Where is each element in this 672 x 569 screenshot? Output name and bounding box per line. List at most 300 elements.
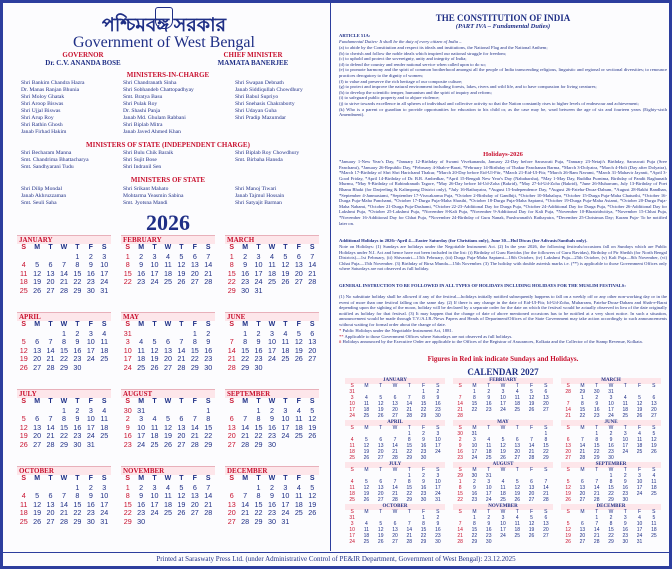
day-cell: 25	[514, 406, 521, 413]
mos-ind-column-2	[123, 150, 173, 171]
day-cell: 30	[123, 405, 132, 415]
day-cell: 23	[267, 508, 276, 518]
month-name: OCTOBER	[17, 466, 111, 475]
day-cell: 6	[48, 260, 53, 270]
day-cell: 13	[163, 345, 172, 355]
day-cell: 5	[21, 337, 26, 347]
day-cell: 17	[150, 268, 159, 278]
month-name: SEPTEMBER	[561, 462, 661, 468]
day-cell: 27	[308, 354, 317, 364]
weekday-label: S	[205, 475, 211, 482]
day-cell: 4	[501, 478, 505, 485]
day-cell: 21	[392, 490, 398, 497]
weekday-label: S	[205, 398, 211, 405]
day-cell: 28	[593, 538, 600, 545]
day-cell: 16	[267, 422, 276, 432]
day-cell: 11	[622, 400, 628, 407]
day-cell: 20	[528, 490, 535, 497]
day-cell: 9	[256, 337, 261, 347]
weekday-label: S	[436, 509, 440, 515]
day-cell: 28	[241, 516, 250, 526]
day-cell: 14	[204, 260, 213, 270]
day-cell: 6	[35, 414, 40, 424]
day-cell: 23	[137, 277, 146, 287]
weekday-label: M	[138, 475, 145, 482]
official-name: Shri Pulak Roy	[123, 101, 158, 107]
weekday-label: S	[101, 398, 107, 405]
day-cell: 27	[46, 285, 55, 295]
day-cell: 12	[528, 394, 535, 401]
weekday-label: T	[595, 383, 599, 389]
day-cell: 20	[543, 526, 549, 533]
day-cell	[632, 456, 646, 462]
legend-text: Applicable to those Government Offices where Saturdays are not observed as full holidays.	[344, 333, 513, 339]
day-cell: 18	[267, 268, 276, 278]
day-cell: 4	[487, 436, 491, 443]
day-cell: 14	[457, 400, 463, 407]
day-cell: 6	[544, 388, 548, 395]
day-cell: 12	[294, 337, 303, 347]
calendar-2027-title: CALENDAR 2027	[467, 367, 539, 377]
weekday-label: W	[500, 425, 506, 431]
day-cell: 5	[652, 514, 656, 521]
weekday-label: S	[544, 509, 548, 515]
day-cell: 2	[436, 388, 440, 395]
day-cell: 8	[61, 337, 66, 347]
official-name: Shri Snehasis Chakraborty	[235, 101, 295, 107]
day-cell: 23	[593, 412, 600, 419]
weekday-label: W	[60, 398, 68, 405]
weekday-label: T	[487, 467, 491, 473]
duty-item: (d) to defend the country and render national service when called upon to do so;	[339, 61, 486, 67]
day-cell: 28	[565, 388, 571, 395]
day-cell: 30	[267, 516, 276, 526]
day-cell: 22	[73, 277, 82, 287]
weekday-label: M	[138, 244, 145, 251]
day-cell: 9	[436, 520, 440, 527]
day-cell: 24	[636, 490, 643, 497]
weekday-label: F	[88, 244, 93, 251]
day-cell: 31	[254, 285, 263, 295]
day-cell: 19	[308, 499, 317, 509]
legend-mark: #	[339, 339, 343, 345]
day-cell: 26	[377, 538, 384, 545]
day-cell	[161, 518, 174, 527]
weekday-label: M	[580, 425, 585, 431]
day-cell: 29	[227, 285, 236, 295]
day-cell: 19	[19, 431, 28, 441]
day-cell: 5	[515, 478, 519, 485]
weekday-label: S	[458, 509, 462, 515]
day-cell: 2	[595, 394, 599, 401]
weekday-label: M	[34, 244, 41, 251]
month-name: AUGUST	[121, 389, 215, 398]
day-cell	[496, 414, 510, 420]
day-cell: 31	[485, 472, 492, 479]
mic-column-1	[21, 80, 85, 136]
day-cell: 25	[651, 532, 657, 539]
day-cell: 22	[543, 448, 549, 455]
day-cell: 19	[636, 406, 643, 413]
official-name: Shri Udayan Guha	[235, 108, 277, 114]
day-cell: 18	[500, 490, 506, 497]
day-cell: 28	[406, 538, 413, 545]
legend-mark: **	[339, 333, 345, 339]
day-cell: 13	[392, 400, 398, 407]
weekday-label: T	[152, 475, 157, 482]
day-cell: 24	[86, 431, 95, 441]
day-cell: 10	[123, 345, 132, 355]
day-cell: 27	[528, 496, 535, 503]
day-cell: 16	[86, 499, 95, 509]
day-cell: 29	[457, 472, 463, 479]
day-cell: 11	[486, 442, 492, 449]
weekday-label: S	[125, 398, 131, 405]
day-cell: 13	[543, 520, 549, 527]
day-cell: 7	[595, 520, 599, 527]
day-cell: 16	[420, 442, 427, 449]
day-cell: 10	[267, 337, 276, 347]
day-cell: 7	[458, 394, 462, 401]
day-cell: 28	[46, 362, 55, 372]
month-name: NOVEMBER	[121, 466, 215, 475]
day-cell: 29	[471, 538, 478, 545]
weekday-label: S	[309, 244, 315, 251]
day-cell: 24	[471, 454, 478, 461]
day-cell	[279, 287, 292, 296]
governor-label: GOVERNOR	[62, 51, 104, 59]
day-cell: 20	[565, 448, 571, 455]
day-cell	[148, 518, 161, 527]
day-cell: 31	[471, 430, 478, 437]
day-cell: 12	[565, 484, 571, 491]
day-cell: 25	[363, 412, 370, 419]
duties-intro: Fundamental Duties- It shall be the duty of every citizen of India –	[339, 39, 462, 44]
day-cell: 27	[190, 277, 199, 287]
day-cell: 14	[59, 499, 68, 509]
weekday-label: T	[407, 425, 411, 431]
day-cell: 12	[150, 345, 159, 355]
day-cell: 28	[392, 496, 398, 503]
day-cell: 29	[73, 516, 82, 526]
day-cell: 10	[86, 414, 95, 424]
day-cell: 11	[164, 260, 172, 270]
day-cell: 22	[241, 354, 250, 364]
day-cell: 24	[254, 277, 263, 287]
day-cell: 3	[152, 482, 157, 492]
weekday-label: F	[638, 509, 642, 515]
weekday-label: T	[623, 509, 627, 515]
day-cell: 30	[608, 454, 614, 461]
day-cell: 11	[651, 478, 657, 485]
day-cell: 4	[623, 394, 627, 401]
day-cell: 20	[46, 508, 55, 518]
day-cell: 7	[310, 251, 315, 261]
mos-label: MINISTERS OF STATE	[130, 176, 206, 184]
weekday-label: F	[638, 467, 642, 473]
official-name: Janab Firhad Hakim	[21, 129, 67, 135]
day-cell: 1	[125, 251, 130, 261]
day-cell: 24	[267, 354, 276, 364]
legend-item	[339, 339, 667, 345]
day-cell: 9	[623, 478, 627, 485]
day-cell: 25	[349, 496, 355, 503]
day-cell: 3	[436, 472, 440, 479]
day-cell: 30	[435, 538, 441, 545]
day-cell: 4	[350, 478, 354, 485]
day-cell: 22	[608, 532, 614, 539]
day-cell: 15	[420, 526, 427, 533]
day-cell	[524, 540, 538, 546]
day-cell: 14	[241, 422, 250, 432]
day-cell: 3	[609, 394, 613, 401]
day-cell: 27	[392, 412, 398, 419]
day-cell: 14	[593, 484, 600, 491]
day-cell	[292, 441, 305, 450]
day-cell: 21	[457, 532, 463, 539]
instructions-title: GENERAL INSTRUCTION TO BE FOLLOWED IN ALL TYPES OF HOLIDAYS INCLUDING HOLIDAYS FOR THE MUSLIM FESTIVALS:	[339, 283, 626, 288]
weekday-label: S	[458, 425, 462, 431]
weekday-label: F	[422, 425, 426, 431]
day-cell: 2	[609, 430, 613, 437]
day-cell: 6	[296, 251, 301, 261]
day-cell: 23	[420, 490, 427, 497]
weekday-label: T	[75, 244, 80, 251]
day-cell: 6	[229, 491, 234, 501]
day-cell: 27	[392, 538, 398, 545]
day-cell: 21	[406, 532, 413, 539]
day-cell: 11	[349, 442, 355, 449]
day-cell: 3	[125, 337, 130, 347]
month-november	[121, 466, 215, 527]
weekday-label: T	[379, 383, 383, 389]
day-cell: 8	[256, 491, 261, 501]
day-cell: 16	[204, 345, 213, 355]
day-cell: 12	[177, 491, 186, 501]
day-cell: 23	[267, 431, 276, 441]
day-cell: 12	[363, 484, 370, 491]
day-cell: 29	[254, 516, 263, 526]
day-cell	[510, 414, 524, 420]
day-cell	[632, 498, 646, 504]
day-cell: 13	[565, 442, 571, 449]
day-cell: 2	[269, 482, 274, 492]
day-cell: 3	[102, 482, 107, 492]
weekday-label: W	[500, 509, 506, 515]
month-july	[345, 462, 445, 503]
weekday-label: T	[152, 244, 157, 251]
day-cell: 11	[268, 260, 276, 270]
day-cell: 18	[294, 499, 303, 509]
month-name: JUNE	[561, 420, 661, 426]
day-cell: 31	[86, 439, 95, 449]
day-cell: 31	[435, 496, 441, 503]
day-cell: 22	[457, 496, 463, 503]
day-cell: 17	[123, 354, 132, 364]
day-cell: 27	[46, 516, 55, 526]
weekday-label: S	[436, 383, 440, 389]
day-cell: 9	[269, 491, 274, 501]
day-cell: 11	[651, 520, 657, 527]
day-cell: 1	[458, 478, 462, 485]
day-cell: 19	[163, 431, 172, 441]
official-name: Shri Biplab Roy Chowdhury	[235, 150, 300, 156]
day-cell: 18	[514, 526, 521, 533]
weekday-label: W	[268, 321, 276, 328]
day-cell: 17	[435, 442, 441, 449]
day-cell: 18	[349, 448, 355, 455]
day-cell: 25	[19, 285, 28, 295]
day-cell: 9	[269, 414, 274, 424]
day-cell: 27	[579, 538, 586, 545]
day-cell: 24	[435, 490, 441, 497]
day-cell: 17	[500, 400, 506, 407]
weekday-label: W	[268, 475, 276, 482]
weekday-label: M	[138, 321, 145, 328]
day-cell: 9	[623, 520, 627, 527]
day-cell: 30	[485, 538, 492, 545]
day-cell: 26	[281, 277, 290, 287]
day-cell: 31	[636, 538, 643, 545]
day-cell: 1	[609, 472, 613, 479]
day-cell: 5	[652, 430, 656, 437]
day-cell: 5	[365, 478, 368, 485]
weekday-label: M	[472, 383, 477, 389]
day-cell: 1	[243, 328, 248, 338]
day-cell: 26	[150, 362, 159, 372]
day-cell: 6	[310, 328, 315, 338]
weekday-label: M	[364, 509, 369, 515]
day-cell: 23	[435, 406, 441, 413]
day-cell: 17	[636, 526, 643, 533]
official-name: Shri Satyajit Barman	[235, 200, 282, 206]
day-cell: 5	[179, 251, 184, 261]
weekday-label: T	[407, 383, 411, 389]
day-cell: 22	[59, 354, 68, 364]
day-cell: 13	[33, 422, 42, 432]
day-cell: 4	[638, 430, 641, 437]
month-name: JULY	[345, 462, 445, 468]
day-cell: 20	[392, 532, 398, 539]
day-cell: 17	[86, 345, 95, 355]
day-cell: 27	[33, 362, 42, 372]
day-cell: 16	[622, 484, 629, 491]
day-cell: 9	[139, 491, 144, 501]
day-cell: 9	[595, 400, 599, 407]
day-cell: 27	[177, 439, 186, 449]
day-cell: 23	[435, 532, 441, 539]
day-cell: 29	[190, 362, 199, 372]
day-cell: 24	[500, 532, 506, 539]
weekday-label: T	[283, 475, 288, 482]
weekday-label: M	[580, 467, 585, 473]
day-cell: 15	[254, 422, 263, 432]
day-cell: 16	[73, 422, 82, 432]
day-cell: 27	[294, 277, 303, 287]
day-cell: 24	[123, 362, 132, 372]
day-cell: 14	[565, 406, 571, 413]
month-name: MARCH	[225, 235, 319, 244]
month-name: FEBRUARY	[453, 378, 553, 384]
day-cell	[202, 518, 215, 527]
day-cell: 30	[457, 430, 463, 437]
weekday-label: S	[350, 425, 354, 431]
day-cell: 28	[543, 496, 549, 503]
day-cell: 17	[435, 484, 441, 491]
weekday-label: T	[595, 467, 599, 473]
weekday-label: M	[34, 321, 41, 328]
weekday-label: S	[544, 383, 548, 389]
day-cell: 3	[88, 328, 93, 338]
day-cell: 22	[406, 448, 413, 455]
weekday-label: F	[530, 509, 534, 515]
day-cell: 30	[241, 285, 250, 295]
day-cell: 19	[150, 354, 159, 364]
day-cell: 14	[406, 526, 413, 533]
day-cell: 9	[422, 478, 425, 485]
day-cell: 29	[608, 538, 614, 545]
day-cell: 13	[294, 260, 303, 270]
day-cell	[292, 364, 305, 373]
day-cell: 27	[163, 362, 172, 372]
weekday-label: T	[152, 321, 157, 328]
day-cell: 15	[59, 422, 68, 432]
day-cell: 20	[46, 277, 55, 287]
day-cell	[539, 540, 553, 546]
day-cell: 20	[392, 406, 398, 413]
day-cell: 8	[544, 436, 548, 443]
day-cell: 11	[363, 526, 370, 533]
day-cell: 11	[150, 422, 159, 432]
weekday-label: T	[256, 398, 261, 405]
day-cell: 18	[137, 354, 146, 364]
day-cell: 18	[19, 508, 28, 518]
day-cell: 29	[593, 454, 600, 461]
day-cell: 2	[75, 405, 80, 415]
day-cell: 9	[458, 442, 462, 449]
day-cell: 7	[243, 414, 248, 424]
weekday-label: S	[21, 475, 27, 482]
day-cell: 8	[407, 436, 411, 443]
day-cell: 21	[593, 490, 600, 497]
day-cell: 8	[473, 520, 476, 527]
day-cell	[482, 414, 496, 420]
day-cell: 3	[88, 405, 93, 415]
day-cell: 25	[150, 439, 159, 449]
day-cell: 15	[471, 526, 478, 533]
day-cell: 11	[500, 484, 506, 491]
day-cell: 15	[254, 499, 263, 509]
day-cell	[98, 364, 111, 373]
day-cell: 26	[651, 448, 657, 455]
day-cell: 22	[59, 431, 68, 441]
day-cell: 5	[365, 436, 368, 443]
official-name: Shri Becharam Manna	[21, 150, 72, 156]
day-cell: 29	[420, 538, 427, 545]
weekday-label: T	[487, 509, 491, 515]
day-cell: 24	[349, 412, 355, 419]
weekday-label: M	[364, 383, 369, 389]
weekday-label: S	[458, 383, 462, 389]
day-cell: 4	[652, 472, 656, 479]
day-cell: 15	[471, 400, 478, 407]
month-april	[17, 312, 111, 373]
day-cell: 6	[581, 520, 584, 527]
day-cell: 17	[137, 431, 146, 441]
day-cell: 11	[137, 345, 145, 355]
day-cell	[265, 364, 278, 373]
day-cell	[496, 540, 510, 546]
